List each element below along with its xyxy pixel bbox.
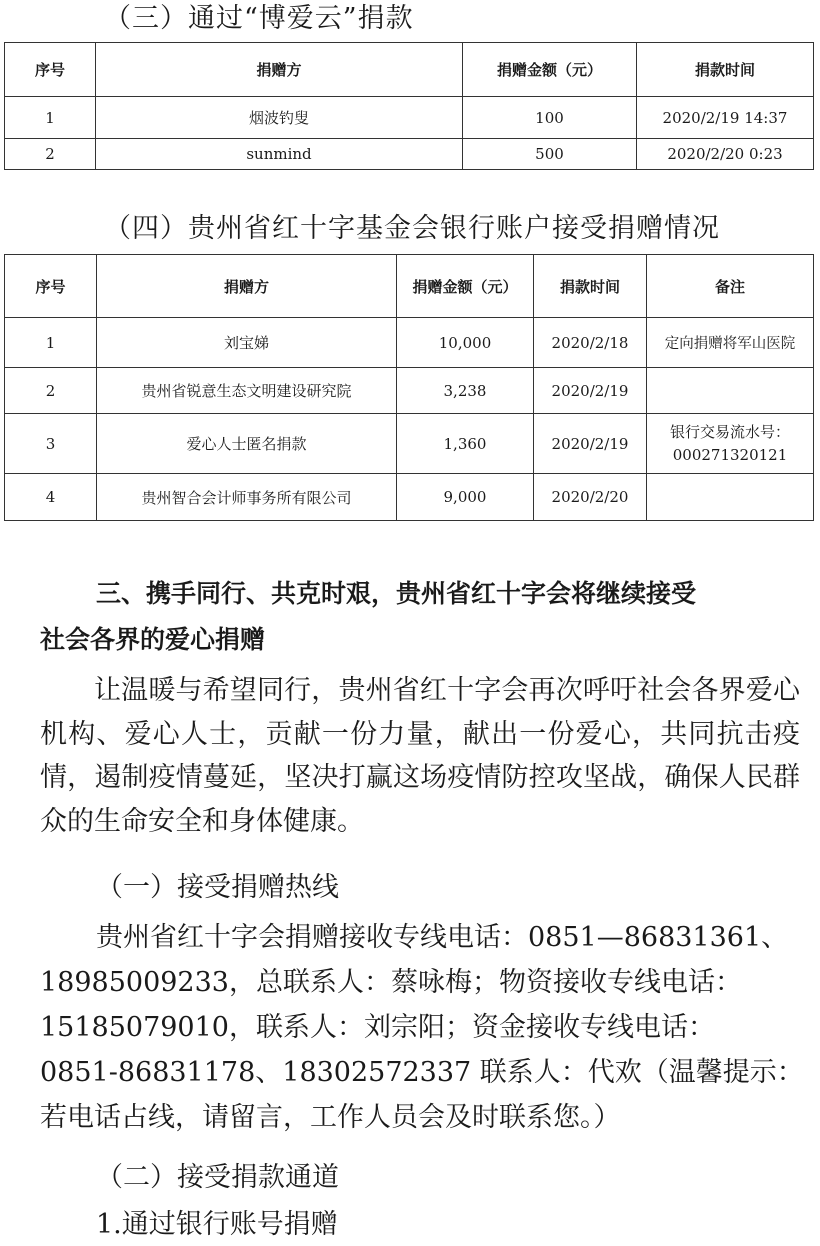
donation-channel-subheading: （二）接受捐款通道 [96, 1162, 339, 1193]
part3-heading-line2: 社会各界的爱心捐赠 [40, 625, 266, 654]
cell-remark [647, 474, 814, 521]
col-header-time: 捐款时间 [637, 43, 814, 97]
col-header-donor: 捐赠方 [97, 255, 397, 318]
cell-amount: 1,360 [397, 414, 534, 474]
col-header-donor: 捐赠方 [96, 43, 463, 97]
cell-donor: 爱心人士匿名捐款 [97, 414, 397, 474]
table-row [5, 368, 814, 414]
table-row [5, 139, 814, 170]
cell-amount: 9,000 [397, 474, 534, 521]
cell-time: 2020/2/18 [534, 318, 647, 368]
cell-remark [647, 368, 814, 414]
col-header-remark: 备注 [647, 255, 814, 318]
hotline-subheading: （一）接受捐赠热线 [96, 872, 339, 903]
cell-time: 2020/2/20 0:23 [637, 139, 814, 170]
cell-index: 1 [5, 318, 97, 368]
cell-index: 2 [5, 368, 97, 414]
boaiyun-donation-table [4, 42, 814, 170]
cell-amount: 500 [463, 139, 637, 170]
cell-amount: 3,238 [397, 368, 534, 414]
cell-donor: sunmind [96, 139, 463, 170]
cell-amount: 10,000 [397, 318, 534, 368]
appeal-paragraph: 让温暖与希望同行，贵州省红十字会再次呼吁社会各界爱心机构、爱心人士，贡献一份力量，献出一份爱心，共同抗击疫情，遏制疫情蔓延，坚决打赢这场疫情防控攻坚战，确保人民群众的生命安全和身体健康。 [40, 675, 800, 837]
hotline-line: 18985009233，总联系人：蔡咏梅；物资接收专线电话： [40, 967, 742, 998]
foundation-bank-donation-table [4, 254, 814, 521]
col-header-amount: 捐赠金额（元） [463, 43, 637, 97]
cell-remark: 定向捐赠将军山医院 [647, 318, 814, 368]
table-row [5, 97, 814, 139]
bank-account-item: 1.通过银行账号捐赠 [96, 1209, 338, 1240]
col-header-index: 序号 [5, 43, 96, 97]
part3-heading-line1: 三、携手同行、共克时艰，贵州省红十字会将继续接受 [96, 579, 697, 608]
cell-donor: 贵州智合会计师事务所有限公司 [97, 474, 397, 521]
cell-time: 2020/2/19 [534, 414, 647, 474]
table-row [5, 414, 814, 474]
col-header-time: 捐款时间 [534, 255, 647, 318]
table-header-row [5, 255, 814, 318]
hotline-line: 贵州省红十字会捐赠接收专线电话：0851—86831361、 [96, 922, 789, 953]
table-header-row [5, 43, 814, 97]
col-header-index: 序号 [5, 255, 97, 318]
cell-amount: 100 [463, 97, 637, 139]
cell-donor: 刘宝娣 [97, 318, 397, 368]
section-c-heading: （三）通过“博爱云”捐款 [104, 3, 414, 34]
cell-index: 4 [5, 474, 97, 521]
cell-donor: 贵州省锐意生态文明建设研究院 [97, 368, 397, 414]
cell-index: 1 [5, 97, 96, 139]
cell-time: 2020/2/20 [534, 474, 647, 521]
hotline-line: 0851-86831178、18302572337 联系人：代欢（温馨提示： [40, 1057, 804, 1088]
section-d-heading: （四）贵州省红十字基金会银行账户接受捐赠情况 [104, 213, 720, 244]
col-header-amount: 捐赠金额（元） [397, 255, 534, 318]
cell-remark: 银行交易流水号：000271320121 [647, 414, 814, 474]
cell-donor: 烟波钓叟 [96, 97, 463, 139]
table-row [5, 474, 814, 521]
cell-time: 2020/2/19 [534, 368, 647, 414]
cell-index: 2 [5, 139, 96, 170]
hotline-line: 若电话占线，请留言，工作人员会及时联系您。） [40, 1102, 621, 1133]
table-row [5, 318, 814, 368]
hotline-line: 15185079010，联系人：刘宗阳；资金接收专线电话： [40, 1012, 715, 1043]
cell-index: 3 [5, 414, 97, 474]
cell-time: 2020/2/19 14:37 [637, 97, 814, 139]
